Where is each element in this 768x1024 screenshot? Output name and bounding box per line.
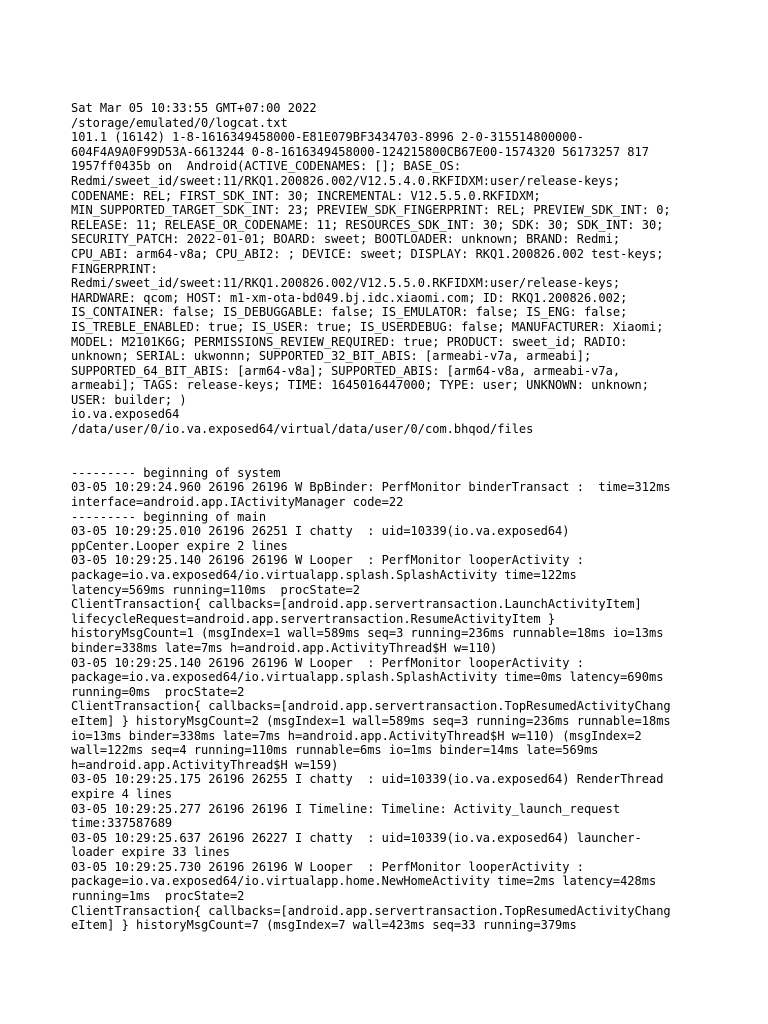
log-line: USER: builder; ) (71, 392, 187, 407)
log-line: package=io.va.exposed64/io.virtualapp.splash.SplashActivity time=0ms latency=690ms (71, 670, 664, 685)
log-line: 1957ff0435b on Android(ACTIVE_CODENAMES: []; BASE_OS: (71, 159, 462, 174)
log-line: CODENAME: REL; FIRST_SDK_INT: 30; INCREMENTAL: V12.5.5.0.RKFIDXM; (71, 188, 541, 203)
log-line: eItem] } historyMsgCount=7 (msgIndex=7 wall=423ms seq=33 running=379ms (71, 918, 577, 933)
log-line: 101.1 (16142) 1-8-1616349458000-E81E079BF3434703-8996 2-0-315514800000- (71, 130, 584, 145)
log-line (71, 437, 711, 452)
log-line: 03-05 10:29:25.010 26196 26251 I chatty : uid=10339(io.va.exposed64) (71, 524, 570, 539)
log-line: binder=338ms late=7ms h=android.app.ActivityThread$H w=110) (71, 640, 498, 655)
log-line: Redmi/sweet_id/sweet:11/RKQ1.200826.002/V12.5.5.0.RKFIDXM:user/release-keys; (71, 276, 621, 291)
log-line: 03-05 10:29:25.175 26196 26255 I chatty : uid=10339(io.va.exposed64) RenderThread (71, 772, 664, 787)
log-line: h=android.app.ActivityThread$H w=159) (71, 757, 339, 772)
log-line: MODEL: M2101K6G; PERMISSIONS_REVIEW_REQUIRED: true; PRODUCT: sweet_id; RADIO: (71, 334, 628, 349)
log-line: 604F4A9A0F99D53A-6613244 0-8-1616349458000-124215800CB67E00-1574320 56173257 817 (71, 144, 649, 159)
log-line: unknown; SERIAL: ukwonnn; SUPPORTED_32_BIT_ABIS: [armeabi-v7a, armeabi]; (71, 349, 592, 364)
log-line: /data/user/0/io.va.exposed64/virtual/data/user/0/com.bhqod/files (71, 422, 534, 437)
log-line: SUPPORTED_64_BIT_ABIS: [arm64-v8a]; SUPPORTED_ABIS: [arm64-v8a, armeabi-v7a, (71, 363, 621, 378)
log-line: HARDWARE: qcom; HOST: m1-xm-ota-bd049.bj.idc.xiaomi.com; ID: RKQ1.200826.002; (71, 290, 628, 305)
log-line: FINGERPRINT: (71, 261, 158, 276)
log-line: ClientTransaction{ callbacks=[android.app.servertransaction.TopResumedActivityChang (71, 903, 671, 918)
log-line: wall=122ms seq=4 running=110ms runnable=6ms io=1ms binder=14ms late=569ms (71, 743, 599, 758)
log-line: MIN_SUPPORTED_TARGET_SDK_INT: 23; PREVIEW_SDK_FINGERPRINT: REL; PREVIEW_SDK_INT: 0; (71, 203, 671, 218)
log-line: running=1ms procState=2 (71, 889, 245, 904)
log-line: latency=569ms running=110ms procState=2 (71, 582, 360, 597)
log-line (71, 451, 711, 466)
log-line: historyMsgCount=1 (msgIndex=1 wall=589ms seq=3 running=236ms runnable=18ms io=13ms (71, 626, 664, 641)
log-line: io.va.exposed64 (71, 407, 180, 422)
log-line: /storage/emulated/0/logcat.txt (71, 115, 288, 130)
log-line: CPU_ABI: arm64-v8a; CPU_ABI2: ; DEVICE: sweet; DISPLAY: RKQ1.200826.002 test-keys; (71, 246, 664, 261)
log-line: 03-05 10:29:25.140 26196 26196 W Looper : PerfMonitor looperActivity : (71, 655, 584, 670)
log-line: running=0ms procState=2 (71, 684, 245, 699)
log-line: expire 4 lines (71, 786, 173, 801)
log-line: ppCenter.Looper expire 2 lines (71, 538, 288, 553)
log-line: package=io.va.exposed64/io.virtualapp.home.NewHomeActivity time=2ms latency=428ms (71, 874, 657, 889)
log-line: lifecycleRequest=android.app.servertransaction.ResumeActivityItem } (71, 611, 556, 626)
log-line: 03-05 10:29:25.730 26196 26196 W Looper : PerfMonitor looperActivity : (71, 859, 584, 874)
log-line: 03-05 10:29:24.960 26196 26196 W BpBinder: PerfMonitor binderTransact : time=312ms (71, 480, 671, 495)
log-line: IS_TREBLE_ENABLED: true; IS_USER: true; IS_USERDEBUG: false; MANUFACTURER: Xiaomi; (71, 319, 664, 334)
log-line: io=13ms binder=338ms late=7ms h=android.app.ActivityThread$H w=110) (msgIndex=2 (71, 728, 642, 743)
logcat-text-block (71, 101, 711, 933)
log-line: RELEASE: 11; RELEASE_OR_CODENAME: 11; RESOURCES_SDK_INT: 30; SDK: 30; SDK_INT: 30; (71, 217, 664, 232)
log-line: interface=android.app.IActivityManager code=22 (71, 495, 404, 510)
log-line: --------- beginning of system (71, 465, 281, 480)
log-line: 03-05 10:29:25.277 26196 26196 I Timeline: Timeline: Activity_launch_request (71, 801, 621, 816)
log-line: package=io.va.exposed64/io.virtualapp.splash.SplashActivity time=122ms (71, 568, 577, 582)
log-line: loader expire 33 lines (71, 845, 230, 860)
log-line: --------- beginning of main (71, 509, 267, 524)
log-line: 03-05 10:29:25.140 26196 26196 W Looper : PerfMonitor looperActivity : (71, 553, 584, 568)
log-line: Redmi/sweet_id/sweet:11/RKQ1.200826.002/V12.5.4.0.RKFIDXM:user/release-keys; (71, 173, 621, 188)
log-line: SECURITY_PATCH: 2022-01-01; BOARD: sweet; BOOTLOADER: unknown; BRAND: Redmi; (71, 232, 621, 247)
log-line: eItem] } historyMsgCount=2 (msgIndex=1 wall=589ms seq=3 running=236ms runnable=18ms (71, 713, 671, 728)
log-line: ClientTransaction{ callbacks=[android.app.servertransaction.TopResumedActivityChang (71, 699, 671, 714)
log-line: IS_CONTAINER: false; IS_DEBUGGABLE: false; IS_EMULATOR: false; IS_ENG: false; (71, 305, 628, 320)
log-line: armeabi]; TAGS: release-keys; TIME: 1645016447000; TYPE: user; UNKNOWN: unknown; (71, 378, 649, 393)
log-line: 03-05 10:29:25.637 26196 26227 I chatty : uid=10339(io.va.exposed64) launcher- (71, 830, 642, 845)
log-line: Sat Mar 05 10:33:55 GMT+07:00 2022 (71, 101, 317, 115)
log-line: ClientTransaction{ callbacks=[android.app.servertransaction.LaunchActivityItem] (71, 597, 642, 612)
log-line: time:337587689 (71, 816, 173, 831)
